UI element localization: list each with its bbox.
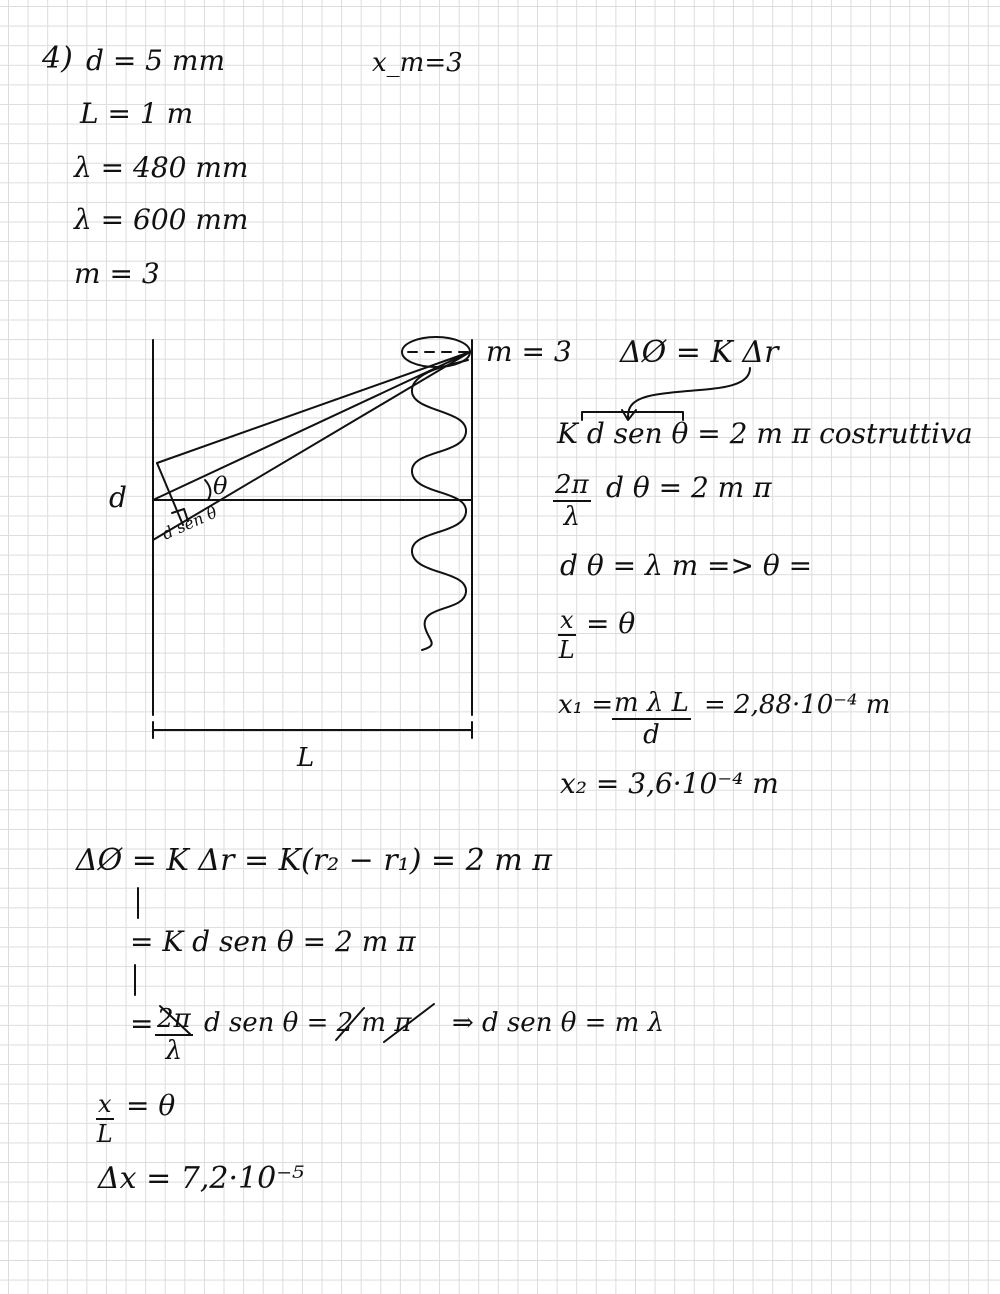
fraction-denominator: λ [165,1036,183,1066]
bottom-cancel-eq: d sen θ = 2 m π [204,1008,412,1038]
given-lambda-1: λ = 480 mm [74,151,249,184]
two-pi-over-lambda-fraction [553,472,591,530]
bottom-x-over-L-eq: = θ [126,1089,176,1122]
bottom-phase-eq: ΔØ = K Δr = K(r₂ − r₁) = 2 m π [76,843,552,878]
angle-label: θ [213,472,228,500]
bottom-equals-sign: = [130,1007,154,1040]
path-difference-label: d sen θ [159,502,220,544]
delta-x-result: Δx = 7,2·10⁻⁵ [98,1161,305,1196]
bottom-result-eq: ⇒ d sen θ = m λ [452,1008,665,1038]
fraction-numerator: x [98,1090,112,1118]
annotation-arrow [628,368,750,418]
slit-separation-label: d [109,481,127,514]
given-d: d = 5 mm [86,44,226,77]
fraction-denominator: d [643,720,660,750]
fraction-numerator: 2π [157,1004,191,1034]
fraction-numerator: 2π [555,470,589,500]
screen-distance-label: L [297,743,315,773]
x2-result: x₂ = 3,6·10⁻⁴ m [560,767,779,800]
bottom-two-pi-fraction [155,1006,193,1064]
x-over-L-eq: = θ [586,607,636,640]
fringe-label: m = 3 [486,335,572,368]
bottom-ksen-eq: = K d sen θ = 2 m π [130,925,416,958]
target-quantity: x_m=3 [372,48,463,78]
bottom-x-over-L-fraction [96,1092,114,1146]
x1-lhs: x₁ = [558,690,614,720]
given-lambda-2: λ = 600 mm [74,203,249,236]
problem-number: 4) [42,41,73,76]
given-L: L = 1 m [80,97,194,130]
angle-arc [205,480,210,500]
fraction-denominator: L [558,636,575,664]
phase-difference-eq: ΔØ = K Δr [620,335,779,370]
fraction-denominator: λ [563,502,581,532]
phase-condition-eq: d θ = 2 m π [606,471,772,504]
ray-center [153,352,470,500]
interference-pattern [412,360,468,650]
x-over-L-fraction [558,608,576,662]
x1-fraction [612,690,691,748]
given-m: m = 3 [74,257,160,290]
small-angle-eq: d θ = λ m => θ = [560,549,813,582]
constructive-condition-eq: K d sen θ = 2 m π costruttiva [557,417,973,450]
x1-result: = 2,88·10⁻⁴ m [704,690,891,720]
fraction-numerator: m λ L [614,688,689,718]
fraction-denominator: L [96,1120,113,1148]
ray-upper [157,352,470,463]
fraction-numerator: x [560,606,574,634]
path-difference-perpendicular [157,463,183,525]
